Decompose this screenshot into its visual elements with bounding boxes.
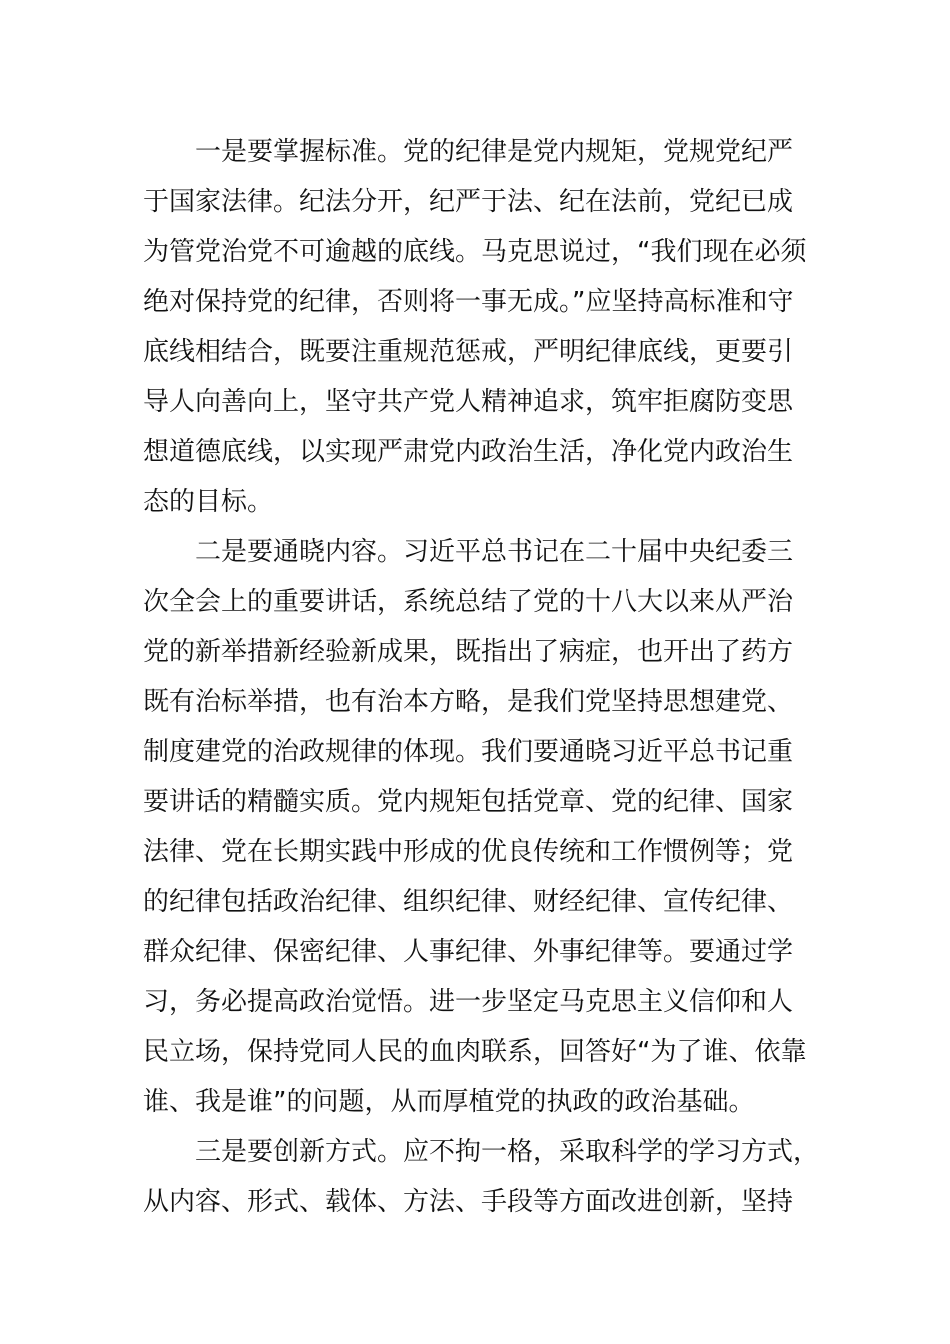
paragraph-2-line-8: 的纪律包括政治纪律、组织纪律、财经纪律、宣传纪律、 [143, 887, 794, 917]
paragraph-2-line-3: 党的新举措新经验新成果，既指出了病症，也开出了药方 [143, 637, 794, 667]
paragraph-2-line-12: 谁、我是谁”的问题，从而厚植党的执政的政治基础。 [143, 1087, 755, 1117]
paragraph-2-line-9: 群众纪律、保密纪律、人事纪律、外事纪律等。要通过学 [143, 937, 794, 967]
paragraph-2-line-7: 法律、党在长期实践中形成的优良传统和工作惯例等；党 [143, 837, 794, 867]
paragraph-1-line-3: 为管党治党不可逾越的底线。马克思说过，“我们现在必须 [143, 237, 807, 267]
paragraph-2-line-1: 二是要通晓内容。习近平总书记在二十届中央纪委三 [195, 537, 794, 567]
paragraph-3-line-2: 从内容、形式、载体、方法、手段等方面改进创新，坚持 [143, 1187, 794, 1217]
paragraph-2-line-4: 既有治标举措，也有治本方略，是我们党坚持思想建党、 [143, 687, 794, 717]
paragraph-2-line-10: 习，务必提高政治觉悟。进一步坚定马克思主义信仰和人 [143, 987, 794, 1017]
paragraph-2-line-2: 次全会上的重要讲话，系统总结了党的十八大以来从严治 [143, 587, 794, 617]
paragraph-1-line-8: 态的目标。 [143, 487, 274, 517]
document-body [143, 127, 820, 1227]
paragraph-1-line-2: 于国家法律。纪法分开，纪严于法、纪在法前，党纪已成 [143, 187, 794, 217]
paragraph-2-line-6: 要讲话的精髓实质。党内规矩包括党章、党的纪律、国家 [143, 787, 794, 817]
paragraph-1-line-6: 导人向善向上，坚守共产党人精神追求，筑牢拒腐防变思 [143, 387, 794, 417]
paragraph-1-line-1: 一是要掌握标准。党的纪律是党内规矩，党规党纪严 [195, 137, 794, 167]
paragraph-1-line-5: 底线相结合，既要注重规范惩戒，严明纪律底线，更要引 [143, 337, 794, 367]
paragraph-1-line-4: 绝对保持党的纪律，否则将一事无成。”应坚持高标准和守 [143, 287, 794, 317]
paragraph-2-line-11: 民立场，保持党同人民的血肉联系，回答好“为了谁、依靠 [143, 1037, 807, 1067]
paragraph-3-line-1: 三是要创新方式。应不拘一格，采取科学的学习方式， [195, 1137, 820, 1167]
paragraph-1-line-7: 想道德底线，以实现严肃党内政治生活，净化党内政治生 [143, 437, 794, 467]
paragraph-2-line-5: 制度建党的治政规律的体现。我们要通晓习近平总书记重 [143, 737, 794, 767]
